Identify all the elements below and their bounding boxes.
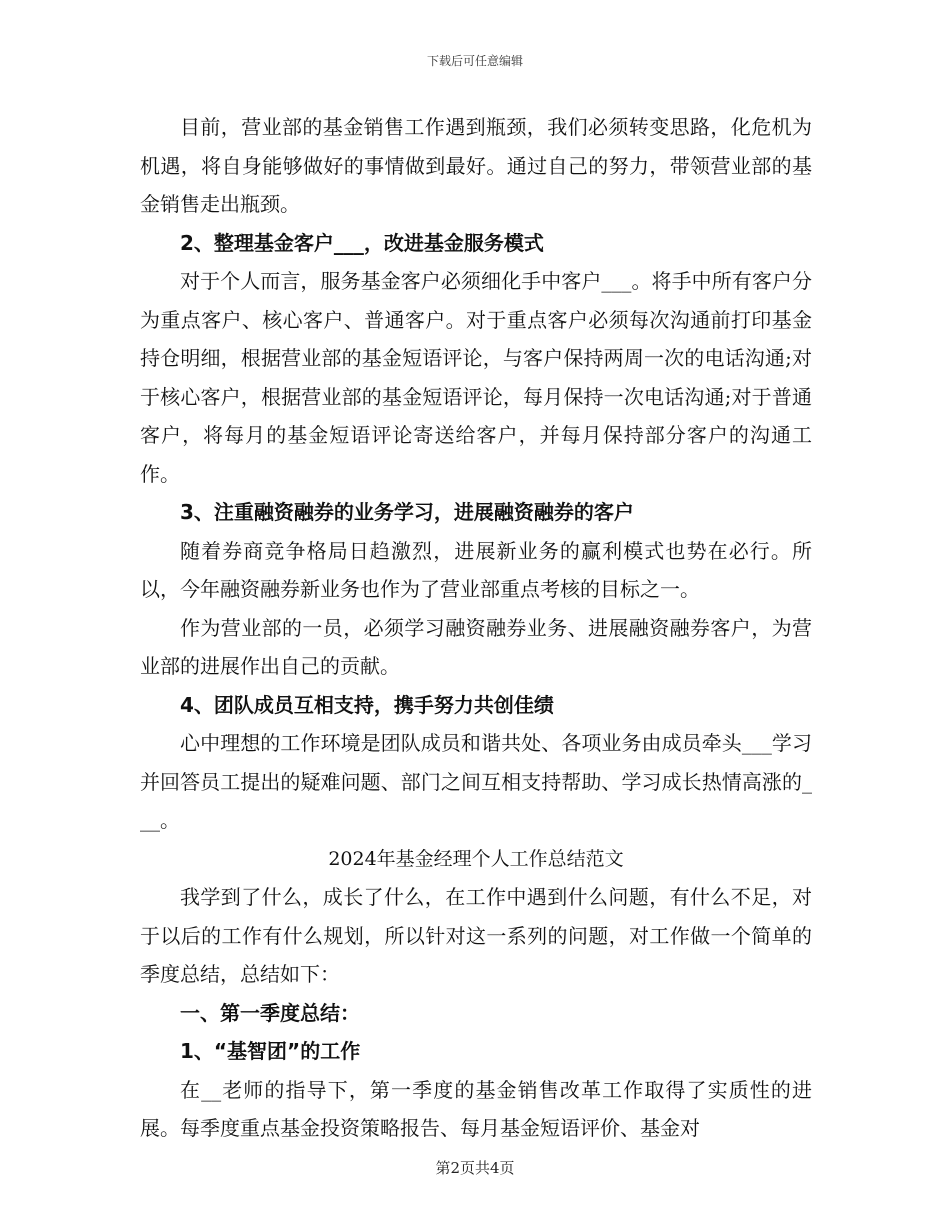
paragraph-contribution: 作为营业部的一员，必须学习融资融券业务、进展融资融券客户，为营业部的进展作出自己的贡献。 — [140, 615, 812, 678]
paragraph-intro: 目前，营业部的基金销售工作遇到瓶颈，我们必须转变思路，化危机为机遇，将自身能够做好的事情做到最好。通过自己的努力，带领营业部的基金销售走出瓶颈。 — [140, 115, 812, 216]
document-body — [140, 108, 812, 1148]
heading-customer-service: 2、整理基金客户___，改进基金服务模式 — [180, 230, 544, 255]
page-number: 第2页共4页 — [435, 1159, 515, 1177]
document-title: 2024年基金经理个人工作总结范文 — [328, 847, 624, 870]
heading-teamwork: 4、团队成员互相支持，携手努力共创佳绩 — [180, 692, 554, 717]
heading-think-tank: 1、“基智团”的工作 — [180, 1039, 361, 1063]
heading-first-quarter: 一、第一季度总结： — [180, 1000, 360, 1025]
paragraph-think-tank: 在__老师的指导下，第一季度的基金销售改革工作取得了实质性的进展。每季度重点基金投资策略报告、每月基金短语评价、基金对 — [140, 1077, 812, 1140]
paragraph-customer-service: 对于个人而言，服务基金客户必须细化手中客户___。将手中所有客户分为重点客户、核心客户、普通客户。对于重点客户必须每次沟通前打印基金持仓明细，根据营业部的基金短语评论，与客户保持两周一次的电话沟通;对于核心客户，根据营业部的基金短语评论，每月保持一次电话沟通;对于普通客户，将每月的基金短语评论寄送给客户，并每月保持部分客户的沟通工作。 — [140, 269, 812, 486]
heading-margin-trading: 3、注重融资融券的业务学习，进展融资融券的客户 — [180, 500, 634, 524]
paragraph-summary-intro: 我学到了什么，成长了什么，在工作中遇到什么问题，有什么不足，对于以后的工作有什么规划，所以针对这一系列的问题，对工作做一个简单的季度总结，总结如下： — [140, 885, 812, 986]
paragraph-margin-trading: 随着券商竞争格局日趋激烈，进展新业务的赢利模式也势在必行。所以，今年融资融券新业务也作为了营业部重点考核的目标之一。 — [140, 538, 812, 601]
paragraph-teamwork: 心中理想的工作环境是团队成员和谐共处、各项业务由成员牵头___学习并回答员工提出的疑难问题、部门之间互相支持帮助、学习成长热情高涨的___。 — [140, 731, 812, 832]
page-header-note: 下载后可任意编辑 — [426, 54, 523, 68]
